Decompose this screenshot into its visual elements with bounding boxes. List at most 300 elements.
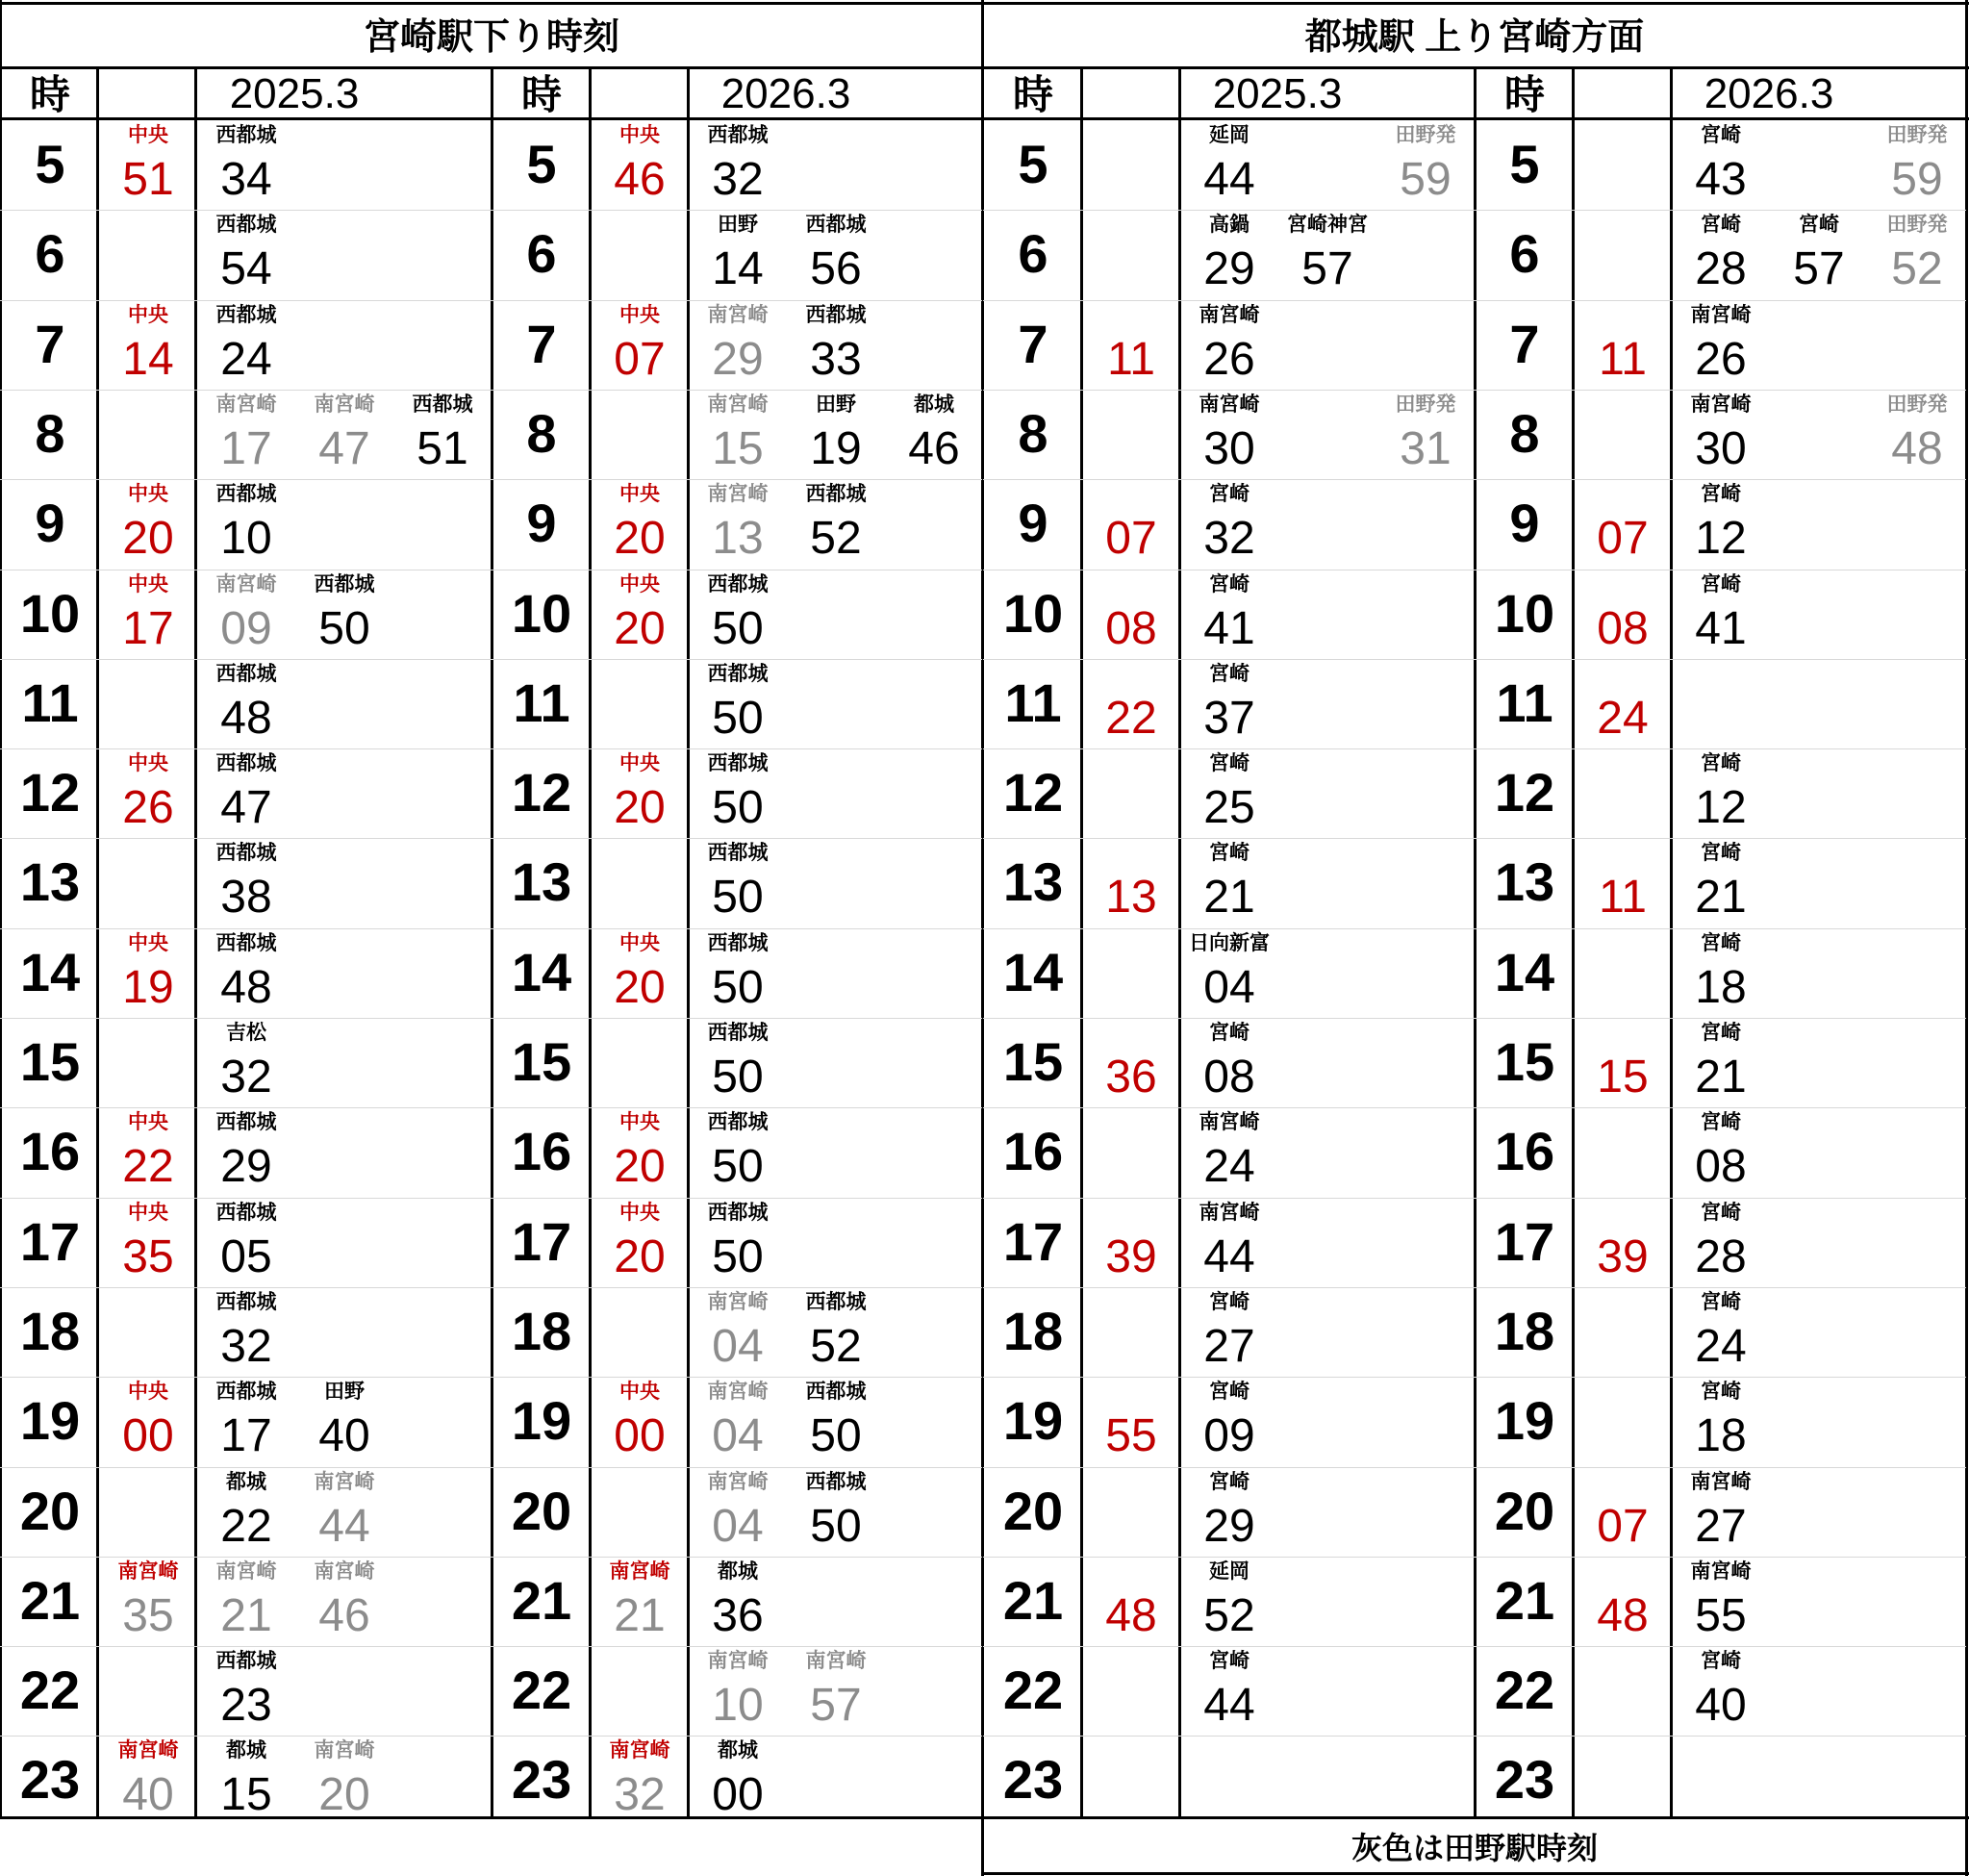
train-destination-label: 西都城 (215, 752, 277, 775)
train-destination-label: 南宮崎 (707, 393, 769, 416)
departure-minute: 50 (712, 961, 764, 1013)
train-destination-label: 田野発 (1395, 393, 1456, 416)
departure-minute: 27 (1203, 1320, 1255, 1372)
departure-minute: 26 (122, 782, 174, 834)
departure-minute: 30 (1695, 422, 1747, 474)
hour-cell: 10 (511, 582, 572, 644)
train-destination-label: 都城 (718, 1739, 758, 1762)
train-destination-label: 西都城 (707, 752, 769, 775)
hour-cell: 18 (511, 1300, 572, 1361)
departure-minute: 18 (1695, 961, 1747, 1013)
departure-minute: 52 (1203, 1589, 1255, 1641)
train-destination-label: 宮崎 (1701, 572, 1741, 596)
hour-cell: 8 (35, 402, 65, 464)
departure-minute: 00 (614, 1410, 666, 1462)
train-destination-label: 西都城 (707, 1111, 769, 1134)
departure-minute: 14 (712, 243, 764, 295)
hour-cell: 13 (1494, 851, 1555, 913)
train-destination-label: 中央 (128, 931, 168, 954)
train-destination-label: 田野発 (1886, 393, 1948, 416)
train-destination-label: 宮崎 (1701, 1381, 1741, 1404)
train-destination-label: 宮崎 (1701, 1111, 1741, 1134)
hour-cell: 9 (35, 493, 65, 554)
departure-minute: 00 (712, 1769, 764, 1821)
train-destination-label: 南宮崎 (1690, 1559, 1752, 1583)
grid-line-horizontal (0, 2, 1969, 5)
train-destination-label: 田野 (718, 214, 758, 237)
departure-minute: 29 (1203, 1500, 1255, 1552)
row-divider (983, 838, 1966, 839)
departure-minute: 28 (1695, 243, 1747, 295)
row-divider (983, 390, 1966, 391)
train-destination-label: 西都城 (805, 214, 867, 237)
departure-minute: 57 (810, 1680, 862, 1732)
hour-cell: 10 (19, 582, 81, 644)
train-destination-label: 宮崎 (1701, 124, 1741, 146)
departure-minute: 44 (1203, 154, 1255, 205)
train-destination-label: 南宮崎 (215, 1559, 277, 1583)
departure-minute: 23 (220, 1680, 272, 1732)
departure-minute: 19 (810, 422, 862, 474)
departure-minute: 46 (908, 422, 960, 474)
train-destination-label: 南宮崎 (1199, 303, 1260, 326)
period-header: 2025.3 (229, 70, 360, 117)
departure-minute: 22 (122, 1141, 174, 1193)
departure-minute: 05 (220, 1230, 272, 1282)
departure-minute: 50 (810, 1410, 862, 1462)
row-divider (0, 928, 982, 929)
row-divider (983, 1018, 1966, 1019)
departure-minute: 50 (318, 602, 370, 654)
departure-minute: 52 (810, 513, 862, 565)
hour-cell: 11 (1004, 672, 1062, 733)
train-destination-label: 西都城 (215, 1650, 277, 1673)
departure-minute: 44 (318, 1500, 370, 1552)
train-destination-label: 中央 (128, 752, 168, 775)
hour-cell: 18 (1002, 1300, 1064, 1361)
hour-cell: 15 (1002, 1031, 1064, 1092)
hour-cell: 5 (526, 134, 557, 194)
departure-minute: 09 (1203, 1410, 1255, 1462)
hour-cell: 7 (1018, 313, 1048, 374)
hour-cell: 15 (1494, 1031, 1555, 1092)
departure-minute: 22 (220, 1500, 272, 1552)
departure-minute: 11 (1599, 333, 1647, 385)
hour-cell: 12 (19, 762, 81, 824)
train-destination-label: 西都城 (215, 483, 277, 506)
departure-minute: 32 (220, 1320, 272, 1372)
hour-cell: 21 (1494, 1569, 1555, 1631)
train-destination-label: 西都城 (215, 214, 277, 237)
hour-column-header: 時 (1503, 72, 1546, 117)
hour-cell: 12 (511, 762, 572, 824)
departure-minute: 20 (614, 1141, 666, 1193)
row-divider (0, 300, 982, 301)
hour-cell: 8 (1509, 402, 1540, 464)
train-destination-label: 宮崎 (1209, 1470, 1250, 1493)
train-destination-label: 宮崎 (1209, 1022, 1250, 1044)
train-destination-label: 中央 (619, 1111, 660, 1134)
train-destination-label: 西都城 (215, 124, 277, 146)
hour-cell: 8 (526, 402, 557, 464)
departure-minute: 07 (1105, 513, 1157, 565)
departure-minute: 59 (1891, 154, 1943, 205)
train-destination-label: 都城 (914, 393, 954, 416)
train-destination-label: 宮崎 (1701, 931, 1741, 954)
hour-cell: 13 (1002, 851, 1064, 913)
hour-cell: 22 (1494, 1660, 1555, 1721)
departure-minute: 35 (122, 1589, 174, 1641)
departure-minute: 09 (220, 602, 272, 654)
train-destination-label: 西都城 (215, 1381, 277, 1404)
hour-cell: 19 (1494, 1390, 1555, 1452)
row-divider (0, 1736, 982, 1737)
train-destination-label: 南宮崎 (1690, 1470, 1752, 1493)
departure-minute: 21 (1695, 1052, 1747, 1103)
departure-minute: 35 (122, 1230, 174, 1282)
train-destination-label: 宮崎 (1209, 752, 1250, 775)
hour-cell: 23 (1494, 1749, 1555, 1811)
train-destination-label: 中央 (619, 931, 660, 954)
departure-minute: 31 (1400, 422, 1452, 474)
departure-minute: 20 (614, 513, 666, 565)
departure-minute: 07 (1597, 513, 1649, 565)
train-destination-label: 宮崎 (1701, 214, 1741, 237)
train-destination-label: 西都城 (215, 662, 277, 685)
departure-minute: 29 (712, 333, 764, 385)
departure-minute: 07 (614, 333, 666, 385)
train-destination-label: 西都城 (805, 303, 867, 326)
hour-cell: 16 (511, 1121, 572, 1182)
hour-cell: 12 (1002, 762, 1064, 824)
train-destination-label: 南宮崎 (707, 1381, 769, 1404)
hour-cell: 13 (511, 851, 572, 913)
departure-minute: 13 (1105, 872, 1157, 924)
departure-minute: 50 (712, 1230, 764, 1282)
row-divider (983, 928, 1966, 929)
train-destination-label: 宮崎 (1799, 214, 1839, 237)
train-destination-label: 南宮崎 (215, 393, 277, 416)
row-divider (983, 1287, 1966, 1288)
departure-minute: 11 (1107, 333, 1155, 385)
hour-cell: 14 (19, 941, 81, 1002)
departure-minute: 32 (712, 154, 764, 205)
train-destination-label: 宮崎 (1209, 1290, 1250, 1313)
departure-minute: 32 (1203, 513, 1255, 565)
hour-cell: 5 (35, 134, 65, 194)
hour-cell: 17 (19, 1210, 81, 1272)
hour-cell: 14 (511, 941, 572, 1002)
departure-minute: 04 (712, 1500, 764, 1552)
train-destination-label: 南宮崎 (117, 1559, 179, 1583)
departure-minute: 57 (1301, 243, 1353, 295)
departure-minute: 39 (1105, 1230, 1157, 1282)
departure-minute: 51 (122, 154, 174, 205)
grid-line-vertical (1670, 67, 1673, 1818)
departure-minute: 08 (1203, 1052, 1255, 1103)
train-destination-label: 中央 (128, 1381, 168, 1404)
train-destination-label: 中央 (619, 303, 660, 326)
train-destination-label: 西都城 (707, 572, 769, 596)
hour-cell: 16 (1494, 1121, 1555, 1182)
hour-column-header: 時 (520, 72, 563, 117)
hour-cell: 9 (526, 493, 557, 554)
departure-minute: 04 (712, 1320, 764, 1372)
departure-minute: 12 (1695, 782, 1747, 834)
grid-line-vertical (96, 67, 99, 1818)
hour-cell: 10 (1002, 582, 1064, 644)
hour-cell: 16 (19, 1121, 81, 1182)
hour-cell: 21 (1002, 1569, 1064, 1631)
departure-minute: 44 (1203, 1230, 1255, 1282)
train-destination-label: 南宮崎 (609, 1559, 670, 1583)
grid-line-vertical (981, 0, 984, 1876)
departure-minute: 28 (1695, 1230, 1747, 1282)
departure-minute: 08 (1597, 602, 1649, 654)
train-destination-label: 中央 (128, 303, 168, 326)
departure-minute: 32 (220, 1052, 272, 1103)
departure-minute: 52 (810, 1320, 862, 1372)
hour-cell: 12 (1494, 762, 1555, 824)
departure-minute: 07 (1597, 1500, 1649, 1552)
departure-minute: 24 (1203, 1141, 1255, 1193)
row-divider (983, 1377, 1966, 1378)
departure-minute: 26 (1695, 333, 1747, 385)
departure-minute: 12 (1695, 513, 1747, 565)
train-destination-label: 日向新富 (1189, 931, 1270, 954)
train-destination-label: 田野発 (1886, 124, 1948, 146)
departure-minute: 46 (614, 154, 666, 205)
hour-cell: 5 (1018, 134, 1048, 194)
departure-minute: 40 (318, 1410, 370, 1462)
row-divider (0, 1107, 982, 1108)
departure-minute: 29 (220, 1141, 272, 1193)
row-divider (0, 748, 982, 749)
train-destination-label: 中央 (128, 1201, 168, 1224)
period-header: 2026.3 (1704, 70, 1834, 117)
hour-cell: 6 (35, 223, 65, 285)
train-destination-label: 南宮崎 (707, 1470, 769, 1493)
departure-minute: 13 (712, 513, 764, 565)
grid-line-vertical (1572, 67, 1575, 1818)
departure-minute: 20 (122, 513, 174, 565)
train-destination-label: 宮崎 (1701, 842, 1741, 865)
hour-cell: 21 (511, 1569, 572, 1631)
train-destination-label: 中央 (619, 1201, 660, 1224)
departure-minute: 48 (220, 961, 272, 1013)
row-divider (983, 1107, 1966, 1108)
hour-cell: 18 (19, 1300, 81, 1361)
hour-cell: 20 (511, 1480, 572, 1541)
train-destination-label: 南宮崎 (707, 483, 769, 506)
train-destination-label: 宮崎 (1701, 1201, 1741, 1224)
grid-line-vertical (687, 67, 690, 1818)
departure-minute: 21 (220, 1589, 272, 1641)
departure-minute: 22 (1105, 692, 1157, 744)
train-destination-label: 西都城 (707, 124, 769, 146)
train-destination-label: 田野 (324, 1381, 365, 1404)
departure-minute: 39 (1597, 1230, 1649, 1282)
train-destination-label: 中央 (619, 124, 660, 146)
departure-minute: 40 (122, 1769, 174, 1821)
hour-cell: 20 (19, 1480, 81, 1541)
hour-cell: 14 (1494, 941, 1555, 1002)
departure-minute: 20 (614, 961, 666, 1013)
train-destination-label: 西都城 (805, 1470, 867, 1493)
hour-cell: 22 (511, 1660, 572, 1721)
train-destination-label: 宮崎 (1209, 1650, 1250, 1673)
departure-minute: 17 (122, 602, 174, 654)
row-divider (0, 659, 982, 660)
departure-minute: 54 (220, 243, 272, 295)
train-destination-label: 西都城 (215, 1290, 277, 1313)
train-destination-label: 南宮崎 (314, 1559, 375, 1583)
hour-cell: 19 (1002, 1390, 1064, 1452)
hour-cell: 5 (1509, 134, 1540, 194)
departure-minute: 33 (810, 333, 862, 385)
departure-minute: 32 (614, 1769, 666, 1821)
departure-minute: 50 (712, 692, 764, 744)
train-destination-label: 都城 (226, 1739, 266, 1762)
departure-minute: 50 (810, 1500, 862, 1552)
train-destination-label: 西都城 (805, 1290, 867, 1313)
departure-minute: 20 (614, 782, 666, 834)
departure-minute: 46 (318, 1589, 370, 1641)
hour-cell: 6 (1509, 223, 1540, 285)
hour-cell: 22 (19, 1660, 81, 1721)
train-destination-label: 宮崎 (1209, 662, 1250, 685)
departure-minute: 21 (614, 1589, 666, 1641)
row-divider (983, 1467, 1966, 1468)
departure-minute: 41 (1203, 602, 1255, 654)
row-divider (983, 300, 1966, 301)
departure-minute: 52 (1891, 243, 1943, 295)
hour-cell: 6 (526, 223, 557, 285)
departure-minute: 19 (122, 961, 174, 1013)
departure-minute: 37 (1203, 692, 1255, 744)
footer-note: 灰色は田野駅時刻 (1351, 1831, 1599, 1865)
departure-minute: 48 (1891, 422, 1943, 474)
train-destination-label: 西都城 (314, 572, 375, 596)
train-destination-label: 宮崎 (1701, 1022, 1741, 1044)
hour-cell: 13 (19, 851, 81, 913)
departure-minute: 29 (1203, 243, 1255, 295)
train-destination-label: 南宮崎 (805, 1650, 867, 1673)
grid-line-vertical (589, 67, 592, 1818)
hour-cell: 7 (35, 313, 65, 374)
departure-minute: 17 (220, 1410, 272, 1462)
row-divider (0, 1377, 982, 1378)
departure-minute: 40 (1695, 1680, 1747, 1732)
train-destination-label: 南宮崎 (1199, 1111, 1260, 1134)
hour-cell: 22 (1002, 1660, 1064, 1721)
train-destination-label: 宮崎 (1209, 572, 1250, 596)
train-destination-label: 南宮崎 (1199, 1201, 1260, 1224)
departure-minute: 56 (810, 243, 862, 295)
train-destination-label: 南宮崎 (314, 1739, 375, 1762)
departure-minute: 50 (712, 872, 764, 924)
departure-minute: 55 (1695, 1589, 1747, 1641)
train-destination-label: 宮崎 (1209, 1381, 1250, 1404)
grid-line-vertical (1474, 67, 1477, 1818)
period-header: 2026.3 (720, 70, 851, 117)
hour-column-header: 時 (1012, 72, 1054, 117)
grid-line-vertical (1080, 67, 1083, 1818)
hour-cell: 18 (1494, 1300, 1555, 1361)
hour-cell: 21 (19, 1569, 81, 1631)
hour-cell: 8 (1018, 402, 1048, 464)
train-destination-label: 宮崎 (1209, 483, 1250, 506)
row-divider (983, 1736, 1966, 1737)
train-destination-label: 中央 (619, 483, 660, 506)
hour-cell: 11 (1496, 672, 1553, 733)
train-destination-label: 南宮崎 (314, 393, 375, 416)
departure-minute: 38 (220, 872, 272, 924)
train-destination-label: 西都城 (707, 662, 769, 685)
train-destination-label: 南宮崎 (1199, 393, 1260, 416)
grid-line-horizontal (0, 66, 1969, 69)
row-divider (983, 1646, 1966, 1647)
train-destination-label: 宮崎 (1701, 1650, 1741, 1673)
departure-minute: 47 (220, 782, 272, 834)
hour-cell: 19 (511, 1390, 572, 1452)
grid-line-vertical (1965, 0, 1968, 1876)
departure-minute: 27 (1695, 1500, 1747, 1552)
grid-line-vertical (1178, 67, 1181, 1818)
departure-minute: 24 (220, 333, 272, 385)
hour-cell: 15 (19, 1031, 81, 1092)
row-divider (0, 210, 982, 211)
hour-cell: 9 (1509, 493, 1540, 554)
departure-minute: 26 (1203, 333, 1255, 385)
departure-minute: 25 (1203, 782, 1255, 834)
departure-minute: 24 (1597, 692, 1649, 744)
train-destination-label: 西都城 (215, 931, 277, 954)
departure-minute: 11 (1599, 872, 1647, 924)
departure-minute: 47 (318, 422, 370, 474)
row-divider (0, 1198, 982, 1199)
hour-cell: 6 (1018, 223, 1048, 285)
train-destination-label: 田野発 (1886, 214, 1948, 237)
hour-cell: 15 (511, 1031, 572, 1092)
train-destination-label: 南宮崎 (1690, 303, 1752, 326)
departure-minute: 41 (1695, 602, 1747, 654)
train-destination-label: 西都城 (707, 842, 769, 865)
train-destination-label: 西都城 (215, 842, 277, 865)
departure-minute: 50 (712, 782, 764, 834)
grid-line-horizontal (0, 1816, 1969, 1819)
departure-minute: 15 (1597, 1052, 1649, 1103)
departure-minute: 08 (1105, 602, 1157, 654)
departure-minute: 18 (1695, 1410, 1747, 1462)
hour-cell: 11 (513, 672, 570, 733)
departure-minute: 55 (1105, 1410, 1157, 1462)
train-destination-label: 都城 (226, 1470, 266, 1493)
train-destination-label: 高鍋 (1209, 214, 1250, 237)
hour-cell: 14 (1002, 941, 1064, 1002)
train-destination-label: 中央 (128, 1111, 168, 1134)
train-destination-label: 宮崎 (1701, 1290, 1741, 1313)
period-header: 2025.3 (1212, 70, 1343, 117)
train-destination-label: 宮崎 (1209, 842, 1250, 865)
train-destination-label: 南宮崎 (707, 303, 769, 326)
departure-minute: 20 (614, 1230, 666, 1282)
train-destination-label: 南宮崎 (314, 1470, 375, 1493)
row-divider (0, 1287, 982, 1288)
row-divider (0, 1467, 982, 1468)
hour-cell: 7 (1509, 313, 1540, 374)
section-title: 宮崎駅下り時刻 (363, 17, 620, 58)
